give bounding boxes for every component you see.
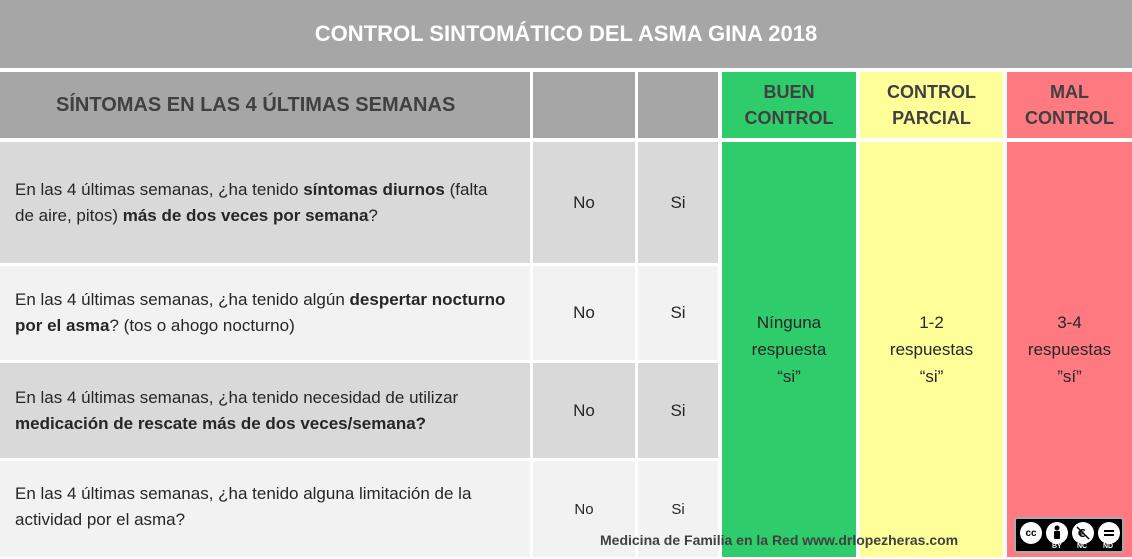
- answer-si-4: Si: [638, 461, 718, 557]
- bad-control-cell: 3-4 respuestas ”sí”: [1007, 142, 1132, 557]
- bad-control-header: MAL CONTROL: [1007, 72, 1132, 138]
- by-icon: [1046, 522, 1068, 544]
- answer-si-1: Si: [638, 142, 718, 263]
- nd-label: ND: [1103, 543, 1114, 550]
- question-1: En las 4 últimas semanas, ¿ha tenido síntomas diurnos (falta de aire, pitos) más de dos veces por semana?: [0, 142, 530, 263]
- answer-si-3: Si: [638, 363, 718, 458]
- question-2: En las 4 últimas semanas, ¿ha tenido algún despertar nocturno por el asma? (tos o ahogo nocturno): [0, 266, 530, 360]
- si-column-header: [638, 72, 718, 138]
- by-label: BY: [1052, 543, 1062, 550]
- creative-commons-badge[interactable]: [1014, 517, 1124, 553]
- answer-no-2: No: [533, 266, 635, 360]
- answer-no-3: No: [533, 363, 635, 458]
- good-control-header: BUEN CONTROL: [722, 72, 856, 138]
- partial-control-cell: 1-2 respuestas “si”: [860, 142, 1003, 557]
- svg-text:€: €: [1078, 527, 1086, 540]
- page-title: CONTROL SINTOMÁTICO DEL ASMA GINA 2018: [0, 0, 1132, 68]
- no-column-header: [533, 72, 635, 138]
- good-control-cell: Nínguna respuesta “si”: [722, 142, 856, 557]
- nd-icon: [1098, 522, 1120, 544]
- partial-control-header: CONTROL PARCIAL: [860, 72, 1003, 138]
- question-3: En las 4 últimas semanas, ¿ha tenido necesidad de utilizar medicación de rescate más de dos veces/semana?: [0, 363, 530, 458]
- cc-icon: cc: [1020, 522, 1042, 544]
- nc-icon: [1072, 522, 1094, 544]
- question-4: En las 4 últimas semanas, ¿ha tenido alguna limitación de la actividad por el asma?: [0, 461, 530, 557]
- answer-si-2: Si: [638, 266, 718, 360]
- symptoms-header: SÍNTOMAS EN LAS 4 ÚLTIMAS SEMANAS: [0, 72, 530, 138]
- answer-no-1: No: [533, 142, 635, 263]
- footer-credit: Medicina de Familia en la Red www.drlopezheras.com: [600, 532, 959, 548]
- answer-no-4: No: [533, 461, 635, 557]
- nc-label: NC: [1077, 543, 1088, 550]
